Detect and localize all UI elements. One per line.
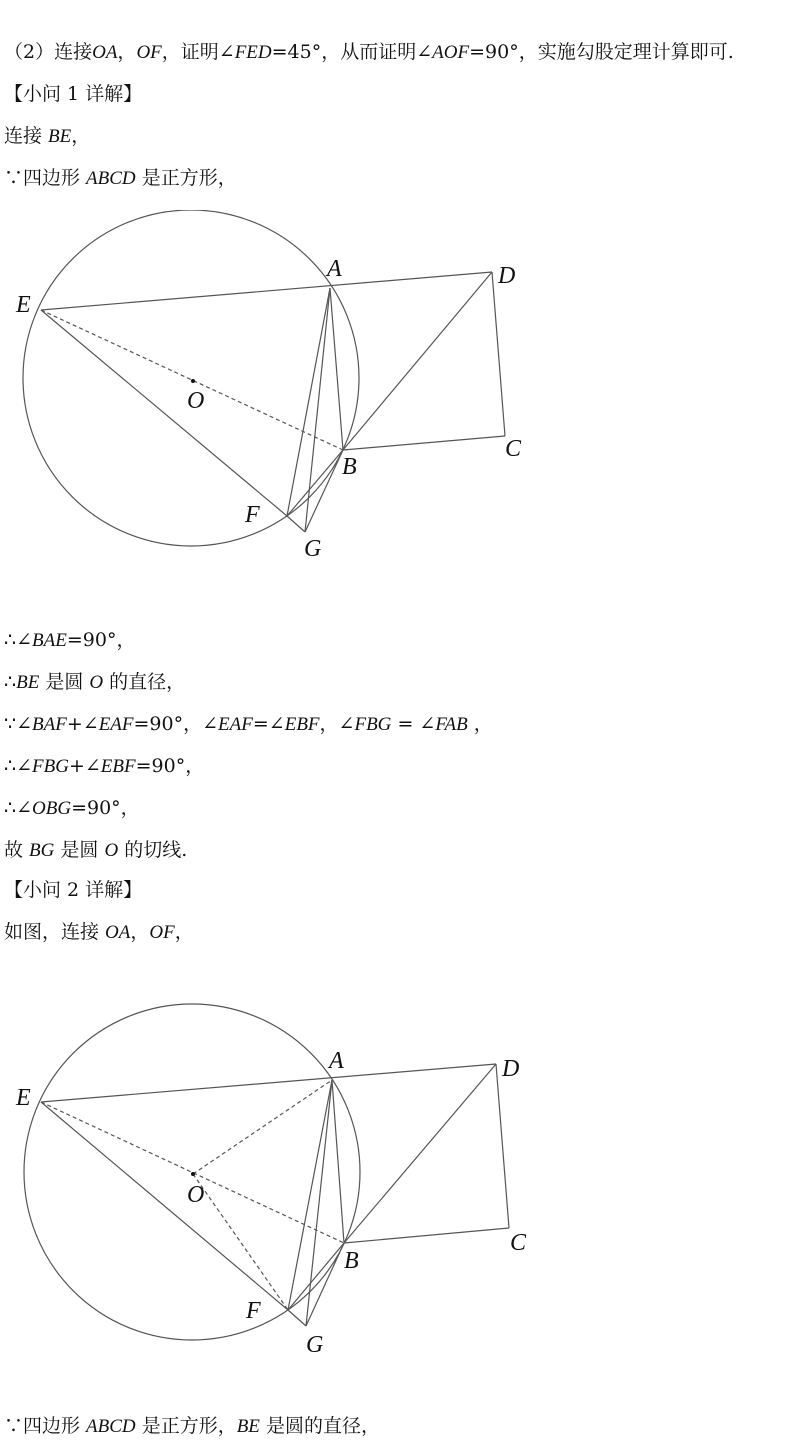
line-cb (343, 436, 505, 450)
center-dot-2 (191, 1172, 195, 1176)
line-fg-2 (288, 1310, 306, 1326)
line-ab-2 (332, 1080, 344, 1243)
figure-1 (0, 210, 600, 570)
label-o-2: O (187, 1182, 205, 1208)
line-ag (305, 288, 330, 532)
step-bae: ∴∠BAE=90°， (4, 629, 136, 651)
line-dc-2 (496, 1064, 509, 1228)
center-dot (191, 379, 195, 383)
label-o: O (187, 388, 205, 414)
line-ab (330, 288, 343, 450)
line-ed-2 (41, 1064, 496, 1102)
label-f: F (245, 502, 260, 528)
connect-be: 连接 BE， (4, 125, 91, 147)
line-ef-2 (41, 1102, 288, 1310)
label-d: D (498, 263, 516, 289)
label-b: B (342, 454, 357, 480)
line-fg (287, 516, 305, 532)
step-sum: ∴∠FBG+∠EBF=90°， (4, 755, 205, 777)
label-a: A (327, 256, 342, 282)
label-b-2: B (344, 1248, 359, 1274)
line-db-2 (344, 1064, 496, 1243)
label-a-2: A (329, 1048, 344, 1074)
label-f-2: F (246, 1298, 261, 1324)
square-statement: ∵四边形 ABCD 是正方形， (4, 167, 237, 189)
label-e: E (16, 292, 31, 318)
label-d-2: D (502, 1056, 520, 1082)
part2-hint: （2）连接OA，OF，证明∠FED=45°，从而证明∠AOF=90°，实施勾股定理计算即可. (4, 41, 734, 63)
line-fb (287, 450, 343, 516)
line-bg (305, 450, 343, 532)
line-af-2 (288, 1080, 332, 1310)
line-bg-2 (306, 1243, 344, 1326)
line-ag-2 (306, 1080, 332, 1326)
sub2-header: 【小问 2 详解】 (4, 879, 143, 901)
line-db (343, 272, 492, 450)
label-g: G (304, 536, 322, 562)
line-ef (41, 310, 287, 516)
label-c: C (505, 436, 522, 462)
figure-2 (0, 1000, 600, 1380)
square-diameter-statement: ∵四边形 ABCD 是正方形，BE 是圆的直径， (4, 1415, 380, 1437)
line-ed (41, 272, 492, 310)
step-diameter: ∴BE 是圆 O 的直径， (4, 671, 186, 693)
dashed-oa (193, 1080, 332, 1174)
line-fb-2 (288, 1243, 344, 1310)
step-obg: ∴∠OBG=90°， (4, 797, 140, 819)
connect-oa-of: 如图，连接 OA，OF， (4, 921, 194, 943)
sub1-header: 【小问 1 详解】 (4, 83, 143, 105)
conclusion-tangent: 故 BG 是圆 O 的切线. (4, 839, 188, 861)
label-e-2: E (16, 1085, 31, 1111)
label-g-2: G (306, 1332, 324, 1358)
line-cb-2 (344, 1228, 509, 1243)
label-c-2: C (510, 1230, 527, 1256)
step-angles: ∵∠BAF+∠EAF=90°，∠EAF=∠EBF，∠FBG = ∠FAB ， (4, 713, 493, 735)
line-dc (492, 272, 505, 436)
